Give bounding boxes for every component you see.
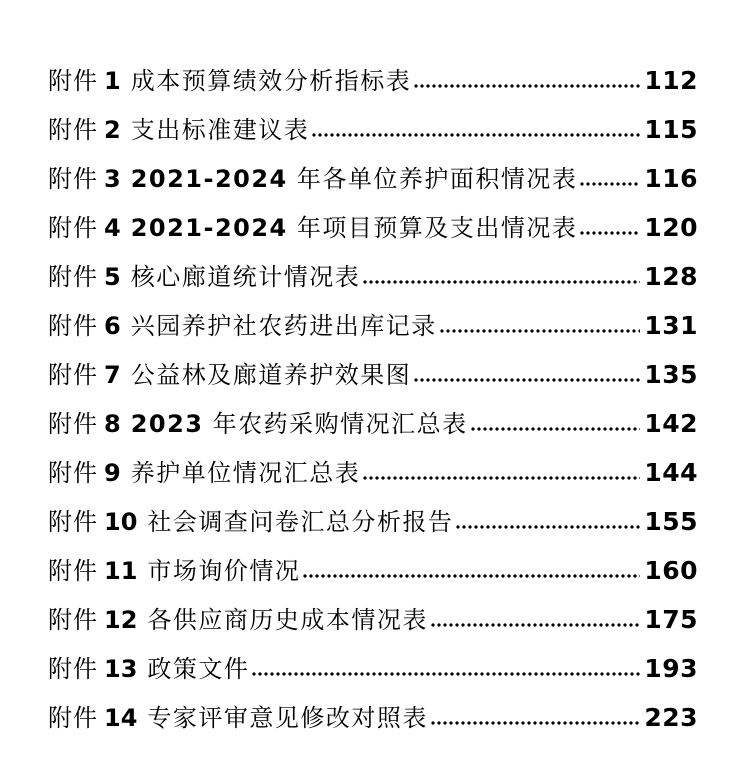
toc-entry-title-text: 养护单位情况汇总表 (130, 459, 361, 487)
toc-entry-label: 附件 (48, 410, 98, 438)
toc-entry-title (131, 57, 412, 106)
toc-entry-label: 附件 (48, 459, 98, 487)
toc-entry-title-text: 核心廊道统计情况表 (130, 263, 361, 291)
dot-leader (251, 657, 640, 677)
toc-entry-label: 附件 (48, 704, 98, 732)
dot-leader (579, 216, 640, 236)
toc-entry-label: 附件 (48, 606, 98, 634)
toc-entry[interactable] (48, 693, 698, 742)
toc-entry-page: 160 (644, 556, 698, 585)
dot-leader (455, 510, 640, 530)
toc-entry-title-text: 支出标准建议表 (130, 116, 310, 144)
toc-entry-number: 7 (104, 361, 121, 389)
toc-entry-title (147, 547, 300, 596)
toc-entry-number: 5 (104, 263, 121, 291)
toc-entry-title (147, 645, 249, 694)
toc-entry-number: 1 (104, 67, 121, 95)
toc-entry-label: 附件 (48, 361, 98, 389)
toc-entry-number: 10 (104, 508, 138, 536)
dot-leader (362, 461, 640, 481)
toc-entry[interactable] (48, 497, 698, 546)
toc-entry-page: 223 (644, 703, 698, 732)
toc-entry[interactable] (48, 448, 698, 497)
toc-entry-label: 附件 (48, 165, 98, 193)
dot-leader (413, 69, 640, 89)
toc-entry-label: 附件 (48, 557, 98, 585)
toc-entry-label: 附件 (48, 214, 98, 242)
toc-entry-page: 112 (644, 66, 698, 95)
toc-entry-label: 附件 (48, 67, 98, 95)
toc-entry[interactable] (48, 399, 698, 448)
toc-entry-page: 131 (644, 311, 698, 340)
toc-entry-title (131, 351, 412, 400)
dot-leader (430, 608, 640, 628)
toc-entry[interactable] (48, 56, 698, 105)
toc-entry-title (147, 596, 428, 645)
toc-entry-number: 13 (104, 655, 138, 683)
toc-entry-label: 附件 (48, 116, 98, 144)
toc-entry-number: 4 (104, 214, 121, 242)
toc-entry-title-text: 政策文件 (147, 655, 250, 683)
toc-entry[interactable] (48, 301, 698, 350)
toc-entry-title-text: 成本预算绩效分析指标表 (130, 67, 412, 95)
toc-entry-title (147, 498, 453, 547)
toc-entry-title-text: 社会调查问卷汇总分析报告 (147, 508, 454, 536)
toc-entry[interactable] (48, 350, 698, 399)
toc-entry-title-text: 年农药采购情况汇总表 (212, 410, 468, 438)
dot-leader (302, 559, 640, 579)
toc-entry-page: 115 (644, 115, 698, 144)
toc-entry[interactable] (48, 252, 698, 301)
toc-entry-page: 120 (644, 213, 698, 242)
toc-entry-title-text: 公益林及廊道养护效果图 (130, 361, 412, 389)
toc-entry-number: 8 (104, 410, 121, 438)
toc-entry-title (131, 204, 578, 253)
toc-entry[interactable] (48, 105, 698, 154)
toc-entry-title-text: 年项目预算及支出情况表 (296, 214, 578, 242)
toc-entry-label: 附件 (48, 655, 98, 683)
toc-entry-page: 142 (644, 409, 698, 438)
dot-leader (430, 706, 640, 726)
dot-leader (413, 363, 640, 383)
dot-leader (439, 314, 641, 334)
toc-entry-title-text: 专家评审意见修改对照表 (147, 704, 428, 732)
toc-entry[interactable] (48, 595, 698, 644)
toc-entry-year: 2023 (130, 410, 204, 438)
dot-leader (579, 167, 640, 187)
dot-leader (311, 118, 640, 138)
toc-entry-title-text: 兴园养护社农药进出库记录 (130, 312, 437, 340)
toc-entry[interactable] (48, 546, 698, 595)
toc-entry-label: 附件 (48, 508, 98, 536)
toc-entry-title (131, 253, 361, 302)
dot-leader (362, 265, 640, 285)
toc-entry-page: 144 (644, 458, 698, 487)
toc-entry-number: 11 (104, 557, 138, 585)
toc-entry-title (131, 449, 361, 498)
toc-entry-title (131, 400, 468, 449)
toc-entry[interactable] (48, 203, 698, 252)
toc-entry[interactable] (48, 644, 698, 693)
toc-entry-number: 2 (104, 116, 121, 144)
toc-entry-number: 6 (104, 312, 121, 340)
toc-entry-number: 9 (104, 459, 121, 487)
toc-entry-year: 2021-2024 (130, 165, 288, 193)
toc-entry-title (147, 694, 428, 743)
toc-entry-label: 附件 (48, 312, 98, 340)
toc-entry-title (131, 155, 578, 204)
toc-entry-number: 3 (104, 165, 121, 193)
toc-entry-page: 155 (644, 507, 698, 536)
table-of-contents (48, 56, 698, 742)
toc-entry-page: 175 (644, 605, 698, 634)
toc-entry[interactable] (48, 154, 698, 203)
dot-leader (470, 412, 641, 432)
toc-entry-page: 128 (644, 262, 698, 291)
toc-entry-label: 附件 (48, 263, 98, 291)
toc-entry-title-text: 各供应商历史成本情况表 (147, 606, 428, 634)
toc-entry-page: 116 (644, 164, 698, 193)
toc-entry-title (131, 106, 310, 155)
toc-entry-title (131, 302, 437, 351)
toc-entry-title-text: 市场询价情况 (147, 557, 301, 585)
toc-entry-number: 12 (104, 606, 138, 634)
toc-entry-number: 14 (104, 704, 138, 732)
toc-entry-page: 193 (644, 654, 698, 683)
toc-entry-title-text: 年各单位养护面积情况表 (296, 165, 578, 193)
toc-entry-year: 2021-2024 (130, 214, 288, 242)
toc-entry-page: 135 (644, 360, 698, 389)
